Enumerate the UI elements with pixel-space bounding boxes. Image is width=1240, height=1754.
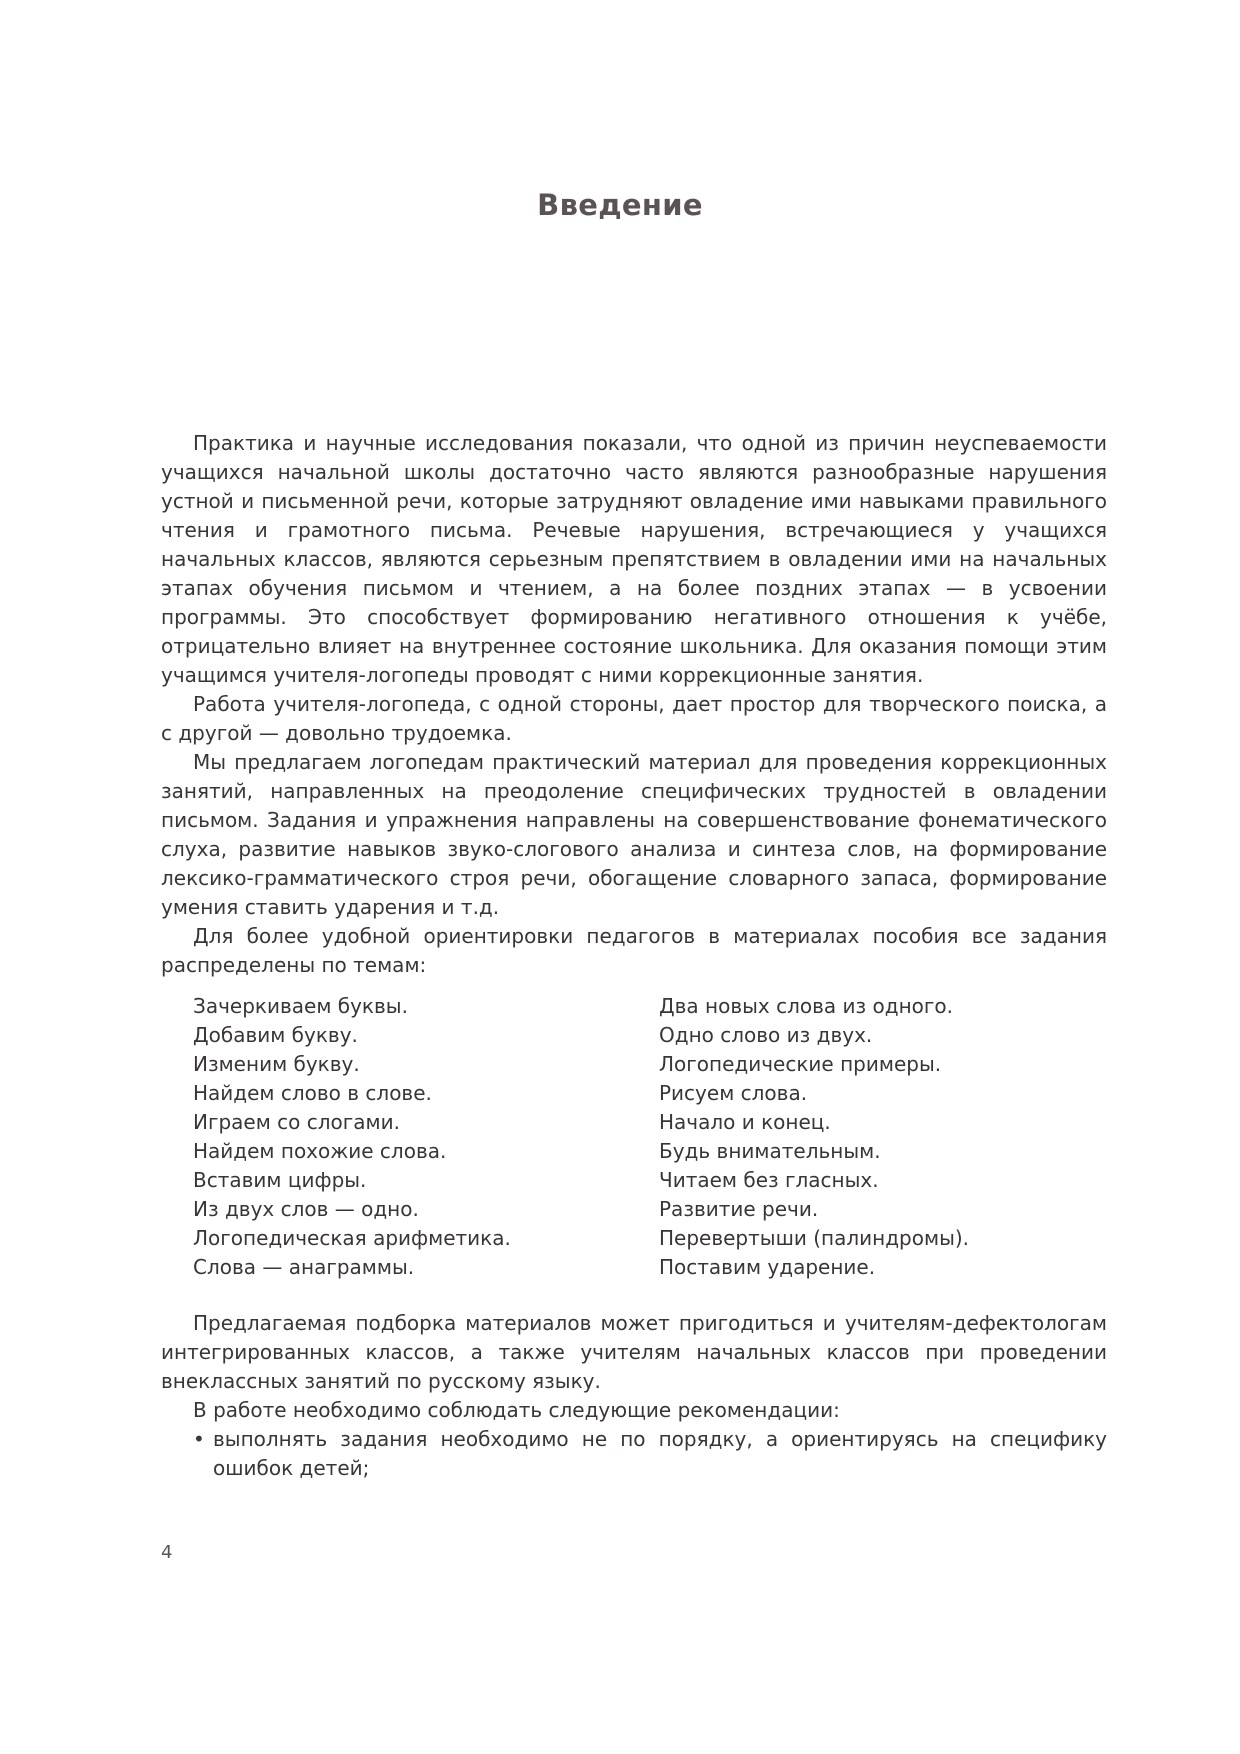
topic-item: Из двух слов — одно.	[193, 1197, 419, 1221]
recommendation-text: выполнять задания необходимо не по порядку, а ориентируясь на специфику ошибок детей;	[213, 1427, 1107, 1480]
topic-item: Читаем без гласных.	[659, 1168, 879, 1192]
paragraph: Практика и научные исследования показали, что одной из причин неуспеваемости учащихся начальной школы достаточно часто являются разнообразные нарушения устной и письменной речи, которые затрудняют овладение ими навыками правильного чтения и грамотного письма. Речевые нарушения, встречающиеся у учащихся начальных классов, являются серьезным препятствием в овладении ими на начальных этапах обучения письмом и чтением, а на более поздних этапах — в усвоении программы. Это способствует формированию негативного отношения к учёбе, отрицательно влияет на внутреннее состояние школьника. Для оказания помощи этим учащимся учителя-логопеды проводят с ними коррекционные занятия.	[161, 431, 1107, 687]
page-title: Введение	[537, 188, 703, 222]
topic-item: Одно слово из двух.	[659, 1023, 873, 1047]
topic-item: Зачеркиваем буквы.	[193, 994, 408, 1018]
topics-column-left	[193, 992, 659, 1282]
bullet-icon: •	[193, 1427, 205, 1451]
topic-item: Логопедические примеры.	[659, 1052, 942, 1076]
topic-item: Вставим цифры.	[193, 1168, 367, 1192]
topic-item: Слова — анаграммы.	[193, 1255, 415, 1279]
topics-column-right	[659, 992, 969, 1282]
paragraph: В работе необходимо соблюдать следующие рекомендации:	[193, 1398, 840, 1422]
paragraph: Для более удобной ориентировки педагогов в материалах пособия все задания распределены по темам:	[161, 924, 1107, 977]
topic-item: Логопедическая арифметика.	[193, 1226, 511, 1250]
recommendations-list	[161, 1425, 1107, 1483]
topic-item: Изменим букву.	[193, 1052, 360, 1076]
topic-item: Найдем похожие слова.	[193, 1139, 447, 1163]
topic-item: Два новых слова из одного.	[659, 994, 953, 1018]
topic-item: Найдем слово в слове.	[193, 1081, 432, 1105]
closing-section	[161, 1309, 1107, 1483]
topics-list	[193, 992, 1107, 1282]
paragraph: Работа учителя-логопеда, с одной стороны, дает простор для творческого поиска, а с другой — довольно трудоемка.	[161, 692, 1107, 745]
recommendation-item	[161, 1425, 1107, 1483]
body-text	[161, 429, 1107, 1483]
topic-item: Будь внимательным.	[659, 1139, 881, 1163]
paragraph: Мы предлагаем логопедам практический материал для проведения коррекционных занятий, направленных на преодоление специфических трудностей в овладении письмом. Задания и упражнения направлены на совершенствование фонематического слуха, развитие навыков звуко-слогового анализа и синтеза слов, на формирование лексико-грамматического строя речи, обогащение словарного запаса, формирование умения ставить ударения и т.д.	[161, 750, 1107, 919]
topic-item: Начало и конец.	[659, 1110, 831, 1134]
topic-item: Добавим букву.	[193, 1023, 358, 1047]
topic-item: Поставим ударение.	[659, 1255, 876, 1279]
page-number: 4	[161, 1542, 173, 1563]
topic-item: Играем со слогами.	[193, 1110, 400, 1134]
topic-item: Перевертыши (палиндромы).	[659, 1226, 970, 1250]
paragraph: Предлагаемая подборка материалов может пригодиться и учителям-дефектологам интегрированных классов, а также учителям начальных классов при проведении внеклассных занятий по русскому языку.	[161, 1311, 1107, 1393]
topic-item: Рисуем слова.	[659, 1081, 808, 1105]
topic-item: Развитие речи.	[659, 1197, 819, 1221]
